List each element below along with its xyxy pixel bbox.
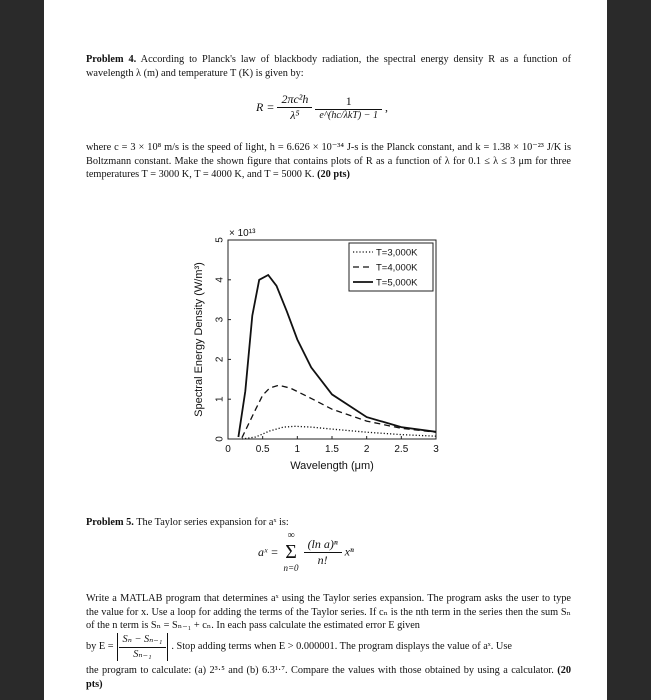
taylor-formula — [258, 530, 354, 582]
planck-chart — [144, 222, 484, 480]
formula-end: , — [385, 100, 388, 114]
problem5-label: Problem 5. — [86, 517, 134, 528]
problem5-body3 — [86, 664, 571, 691]
x-tick-label: 2 — [363, 444, 370, 455]
taylor-sum — [283, 530, 298, 574]
problem5-body3-text: the program to calculate: (a) 2³·⁵ and (b) 6.3¹·⁷. Compare the values with those obtained by using a calculator. — [86, 665, 554, 676]
x-tick-label: 2.5 — [394, 444, 409, 455]
legend-label: T=5,000K — [376, 277, 418, 289]
sum-symbol: Σ — [285, 541, 297, 563]
taylor-num: (ln a)ⁿ — [304, 537, 342, 553]
problem4-points: (20 pts) — [317, 169, 350, 180]
problem4-body — [86, 141, 571, 182]
error-num: Sₙ − Sₙ₋₁ — [119, 633, 167, 648]
formula-lhs: R = — [256, 100, 275, 114]
error-lhs: by E = — [86, 641, 114, 653]
error-rest: . Stop adding terms when E > 0.000001. The program displays the value of aˣ. Use — [171, 641, 512, 653]
x-tick-label: 1.5 — [325, 444, 339, 455]
y-multiplier: × 10¹³ — [229, 228, 256, 239]
y-tick-label: 0 — [214, 436, 226, 442]
problem4-intro-text: According to Planck's law of blackbody radiation, the spectral energy density R as a function of wavelength λ (m) and temperature T (K) is given by: — [86, 54, 572, 79]
formula-den2: e^(hc/λkT) − 1 — [319, 110, 378, 121]
formula-den1: λ⁵ — [290, 108, 300, 122]
document-page — [44, 0, 607, 700]
error-abs — [117, 633, 169, 661]
x-tick-label: 0 — [225, 444, 231, 455]
planck-formula — [256, 92, 388, 123]
taylor-den: n! — [317, 552, 328, 567]
problem5-body — [86, 592, 571, 633]
formula-num2: 1 — [315, 94, 382, 110]
sum-top: ∞ — [287, 530, 295, 541]
problem5-error-line — [86, 632, 571, 662]
x-tick-label: 3 — [433, 444, 439, 455]
formula-fraction-2 — [315, 94, 382, 121]
y-tick-label: 5 — [214, 237, 226, 243]
legend-label: T=4,000K — [376, 262, 418, 274]
taylor-fraction — [304, 537, 342, 568]
x-tick-label: 0.5 — [255, 444, 270, 455]
formula-num1: 2πc²h — [277, 92, 312, 108]
sum-bottom: n=0 — [283, 563, 299, 573]
problem5-points: (20 pts) — [86, 665, 572, 690]
y-tick-label: 1 — [214, 396, 226, 402]
problem4-intro — [86, 53, 571, 80]
y-tick-label: 2 — [214, 356, 226, 363]
error-den: Sₙ₋₁ — [133, 648, 152, 660]
x-axis-label: Wavelength (μm) — [290, 460, 374, 472]
problem4-label: Problem 4. — [86, 54, 137, 65]
formula-fraction-1 — [277, 92, 312, 123]
problem5-intro-text: The Taylor series expansion for aˣ is: — [136, 517, 289, 528]
taylor-tail: xⁿ — [344, 544, 354, 559]
error-fraction — [119, 633, 167, 661]
problem5-intro — [86, 516, 571, 530]
legend-label: T=3,000K — [376, 247, 418, 259]
taylor-lhs: aˣ = — [258, 544, 279, 559]
y-tick-label: 4 — [214, 277, 226, 283]
y-axis-label: Spectral Energy Density (W/m³) — [193, 262, 205, 417]
x-tick-label: 1 — [294, 444, 301, 455]
problem4-body-text: where c = 3 × 10⁸ m/s is the speed of light, h = 6.626 × 10⁻³⁴ J-s is the Planck constant, and k = 1.38 × 10⁻²³ J/K is Boltzmann constant. Make the shown figure that contains plots of R as a function of λ for 0.1 ≤ λ ≤ 3 μm for three temperatures T = 3000 K, T = 4000 K, and T = 5000 K. — [86, 142, 571, 180]
y-tick-label: 3 — [214, 316, 226, 323]
problem5-body1: Write a MATLAB program that determines aˣ using the Taylor series expansion. The program asks the user to type the value for x. Use a loop for adding the terms of the Taylor series. If cₙ is the nth term in the series then the sum Sₙ of the n term is Sₙ = Sₙ₋₁ + cₙ. In each pass calculate the estimated error E given — [86, 593, 571, 631]
